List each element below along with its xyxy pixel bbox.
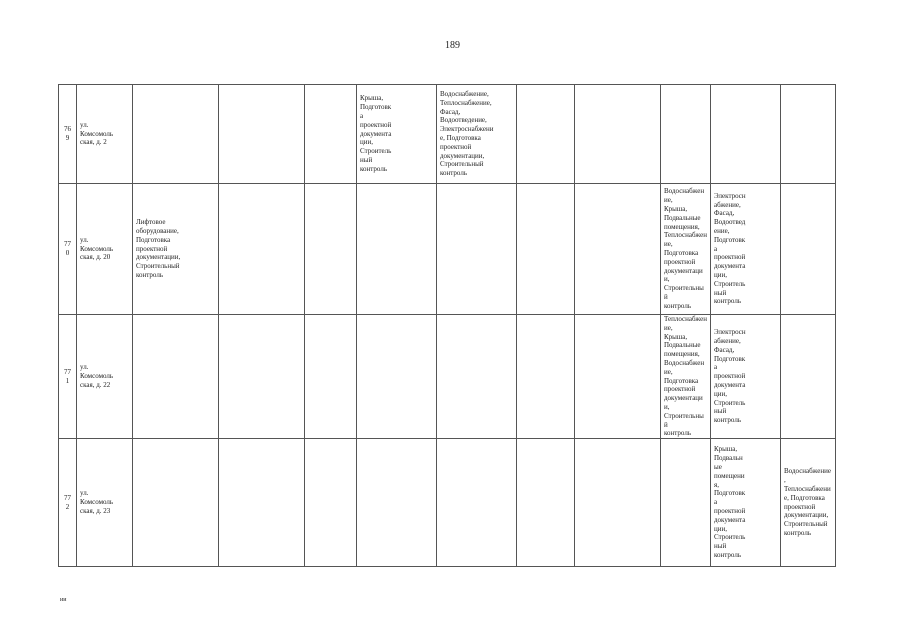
work-cell [357, 439, 437, 567]
work-cell [781, 315, 836, 439]
table-row [59, 315, 836, 439]
work-cell [661, 439, 711, 567]
work-cell: Водоснабжение , Теплоснабжени е, Подготовка проектной документации, Строительный контроль [781, 439, 836, 567]
work-cell: Крыша, Подготовк а проектной документа ции, Строитель ный контроль [357, 85, 437, 184]
table-row [59, 439, 836, 567]
work-cell [305, 85, 357, 184]
work-cell: Лифтовое оборудование, Подготовка проектной документации, Строительный контроль [133, 184, 219, 315]
work-cell: Крыша, Подвальн ые помещени я, Подготовк а проектной документа ции, Строитель ный контроль [711, 439, 781, 567]
table-row [59, 85, 836, 184]
work-cell [517, 315, 575, 439]
work-cell [437, 439, 517, 567]
work-cell [133, 439, 219, 567]
work-cell: Электросн абжение, Фасад, Подготовк а проектной документа ции, Строитель ный контроль [711, 315, 781, 439]
work-cell: Электросн абжение, Фасад, Водоотвед ение, Подготовк а проектной документа ции, Строитель ный контроль [711, 184, 781, 315]
address-cell: ул. Комсомоль ская, д. 23 [77, 439, 133, 567]
work-cell: Водоснабжение, Крыша, Подвальные помещения, Теплоснабжение, Подготовка проектной документации, Строительный контроль [661, 184, 711, 315]
work-cell [305, 315, 357, 439]
work-cell [357, 315, 437, 439]
work-cell: Теплоснабжение, Крыша, Подвальные помещения, Водоснабжение, Подготовка проектной документации, Строительный контроль [661, 315, 711, 439]
work-cell: Водоснабжение, Теплоснабжение, Фасад, Водоотведение, Электроснабжени е, Подготовка проектной документации, Строительный контроль [437, 85, 517, 184]
work-cell [711, 85, 781, 184]
footer-mark: ии [60, 597, 67, 603]
work-cell [357, 184, 437, 315]
address-cell: ул. Комсомоль ская, д. 20 [77, 184, 133, 315]
work-cell [781, 184, 836, 315]
address-cell: ул. Комсомоль ская, д. 22 [77, 315, 133, 439]
work-cell [575, 315, 661, 439]
row-number: 76 9 [59, 85, 77, 184]
work-cell [219, 439, 305, 567]
work-cell [575, 184, 661, 315]
work-cell [219, 184, 305, 315]
work-cell [437, 315, 517, 439]
row-number: 77 2 [59, 439, 77, 567]
work-cell [133, 315, 219, 439]
work-cell [305, 439, 357, 567]
work-cell [437, 184, 517, 315]
row-number: 77 0 [59, 184, 77, 315]
table-row [59, 184, 836, 315]
work-cell [305, 184, 357, 315]
work-cell [575, 85, 661, 184]
works-table [58, 84, 836, 567]
work-cell [661, 85, 711, 184]
work-cell [517, 439, 575, 567]
work-cell [133, 85, 219, 184]
work-cell [517, 85, 575, 184]
page-number: 189 [445, 40, 460, 51]
row-number: 77 1 [59, 315, 77, 439]
work-cell [781, 85, 836, 184]
address-cell: ул. Комсомоль ская, д. 2 [77, 85, 133, 184]
work-cell [575, 439, 661, 567]
work-cell [517, 184, 575, 315]
work-cell [219, 315, 305, 439]
work-cell [219, 85, 305, 184]
